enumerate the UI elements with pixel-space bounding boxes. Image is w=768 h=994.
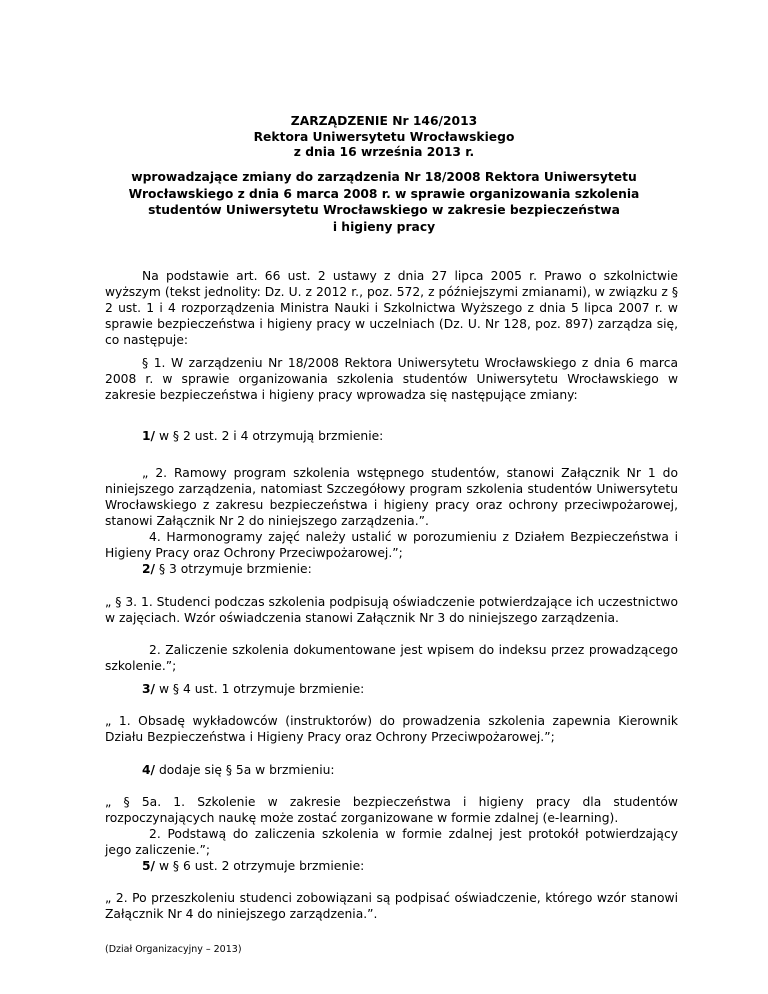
- item-1-text-2: 4. Harmonogramy zajęć należy ustalić w porozumieniu z Działem Bezpieczeństwa i Higieny Pracy oraz Ochrony Przeciwpożarowej.”;: [105, 530, 678, 560]
- subtitle-line-1: wprowadzające zmiany do zarządzenia Nr 18/2008 Rektora Uniwersytetu: [131, 170, 637, 184]
- item-2-header-text: § 3 otrzymuje brzmienie:: [155, 562, 312, 576]
- item-4-header-text: dodaje się § 5a w brzmieniu:: [155, 763, 335, 777]
- page-footer: (Dział Organizacyjny – 2013): [105, 944, 242, 955]
- title-line-3: z dnia 16 września 2013 r.: [293, 145, 475, 159]
- item-5-header-text: w § 6 ust. 2 otrzymuje brzmienie:: [155, 859, 365, 873]
- section-1-paragraph: § 1. W zarządzeniu Nr 18/2008 Rektora Uniwersytetu Wrocławskiego z dnia 6 marca 2008 r. w sprawie organizowania szkolenia studentów Uniwersytetu Wrocławskiego w zakresie bezpieczeństwa i higieny pracy wprowadza się następujące zmiany:: [105, 356, 678, 402]
- item-3-text-1: „ 1. Obsadę wykładowców (instruktorów) do prowadzenia szkolenia zapewnia Kierownik Działu Bezpieczeństwa i Higieny Pracy oraz Ochrony Przeciwpożarowej.”;: [105, 714, 678, 744]
- item-4-header: [142, 762, 678, 778]
- item-1-text-1: „ 2. Ramowy program szkolenia wstępnego studentów, stanowi Załącznik Nr 1 do niniejszego zarządzenia, natomiast Szczegółowy program szkolenia studentów Uniwersytetu Wrocławskiego z zakresu bezpieczeństwa i higieny pracy oraz ochrony przeciwpożarowej, stanowi Załącznik Nr 2 do niniejszego zarządzenia.”.: [105, 466, 678, 528]
- preamble-paragraph: Na podstawie art. 66 ust. 2 ustawy z dnia 27 lipca 2005 r. Prawo o szkolnictwie wyższym (tekst jednolity: Dz. U. z 2012 r., poz. 572, z późniejszymi zmianami), w związku z § 2 ust. 1 i 4 rozporządzenia Ministra Nauki i Szkolnictwa Wyższego z dnia 5 lipca 2007 r. w sprawie bezpieczeństwa i higieny pracy w uczelniach (Dz. U. Nr 128, poz. 897) zarządza się, co następuje:: [105, 269, 678, 347]
- item-1-header: [142, 428, 678, 444]
- item-1-number: 1/: [142, 429, 156, 443]
- item-5-number: 5/: [142, 859, 156, 873]
- title-line-1: ZARZĄDZENIE Nr 146/2013: [290, 114, 478, 128]
- item-5-text-1: „ 2. Po przeszkoleniu studenci zobowiązani są podpisać oświadczenie, którego wzór stanowi Załącznik Nr 4 do niniejszego zarządzenia.”.: [105, 891, 678, 921]
- item-2-text-2: 2. Zaliczenie szkolenia dokumentowane jest wpisem do indeksu przez prowadzącego szkolenie.”;: [105, 643, 678, 673]
- subtitle-line-2: Wrocławskiego z dnia 6 marca 2008 r. w sprawie organizowania szkolenia: [128, 186, 640, 201]
- item-2-text-1: „ § 3. 1. Studenci podczas szkolenia podpisują oświadczenie potwierdzające ich uczestnictwo w zajęciach. Wzór oświadczenia stanowi Załącznik Nr 3 do niniejszego zarządzenia.: [105, 595, 678, 625]
- item-2-number: 2/: [142, 562, 156, 576]
- item-2-header: [142, 561, 678, 577]
- document-title: [90, 114, 678, 161]
- item-3-header: [142, 681, 678, 697]
- item-3-number: 3/: [142, 682, 156, 696]
- item-1-header-text: w § 2 ust. 2 i 4 otrzymują brzmienie:: [155, 429, 384, 443]
- item-4-number: 4/: [142, 763, 156, 777]
- item-5-header: [142, 858, 678, 874]
- item-4-text-2: 2. Podstawą do zaliczenia szkolenia w formie zdalnej jest protokół potwierdzający jego zaliczenie.”;: [105, 827, 678, 857]
- title-line-2: Rektora Uniwersytetu Wrocławskiego: [253, 129, 515, 144]
- item-3-header-text: w § 4 ust. 1 otrzymuje brzmienie:: [155, 682, 365, 696]
- document-subtitle: [90, 169, 678, 235]
- item-4-text-1: „ § 5a. 1. Szkolenie w zakresie bezpieczeństwa i higieny pracy dla studentów rozpoczynających naukę może zostać zorganizowane w formie zdalnej (e-learning).: [105, 795, 678, 825]
- subtitle-line-4: i higieny pracy: [332, 219, 436, 234]
- subtitle-line-3: studentów Uniwersytetu Wrocławskiego w zakresie bezpieczeństwa: [148, 203, 620, 217]
